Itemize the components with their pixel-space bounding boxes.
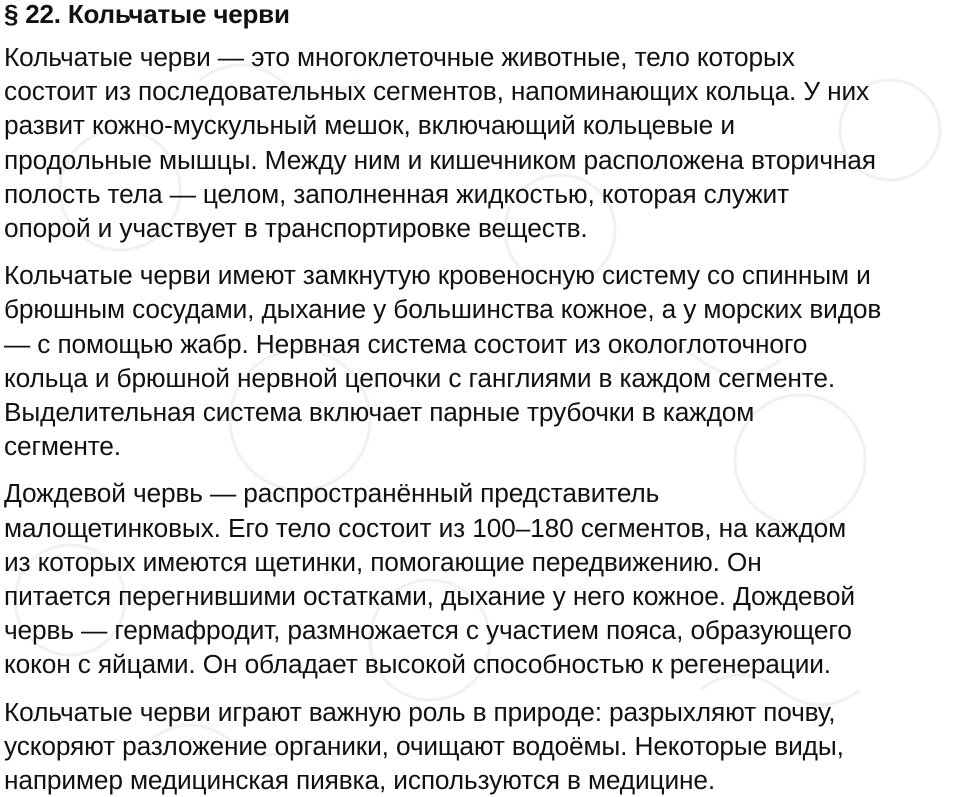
paragraph-line: продольные мышцы. Между ним и кишечником расположена вторичная	[4, 144, 876, 175]
paragraph-line: кокон с яйцами. Он обладает высокой способностью к регенерации.	[4, 649, 831, 680]
paragraph-line: брюшным сосудами, дыхание у большинства кожное, а у морских видов	[4, 294, 882, 325]
paragraph-1	[4, 40, 960, 245]
paragraph-line: из которых имеются щетинки, помогающие передвижению. Он	[4, 546, 762, 577]
paragraph-line: Кольчатые черви имеют замкнутую кровеносную систему со спинным и	[4, 260, 871, 291]
paragraph-line: Дождевой червь — распространённый представитель	[4, 478, 660, 509]
paragraph-line: ускоряют разложение органики, очищают водоёмы. Некоторые виды,	[4, 730, 844, 761]
paragraph-3	[4, 476, 960, 681]
paragraph-line: состоит из последовательных сегментов, напоминающих кольца. У них	[4, 76, 869, 107]
paragraph-line: питается перегнившими остатками, дыхание у него кожное. Дождевой	[4, 581, 855, 612]
paragraph-line: сегменте.	[4, 431, 121, 462]
paragraph-line: червь — гермафродит, размножается с участием пояса, образующего	[4, 615, 852, 646]
paragraph-line: опорой и участвует в транспортировке веществ.	[4, 213, 588, 244]
paragraph-2	[4, 258, 960, 463]
paragraph-line: — с помощью жабр. Нервная система состоит из окологлоточного	[4, 328, 808, 359]
paragraph-4	[4, 695, 960, 797]
paragraph-line: кольца и брюшной нервной цепочки с ганглиями в каждом сегменте.	[4, 362, 836, 393]
paragraph-line: полость тела — целом, заполненная жидкостью, которая служит	[4, 178, 789, 209]
section-title: § 22. Кольчатые черви	[4, 0, 290, 29]
paragraph-line: Кольчатые черви — это многоклеточные животные, тело которых	[4, 42, 795, 72]
paragraph-line: Выделительная система включает парные трубочки в каждом	[4, 397, 755, 428]
paragraph-line: развит кожно-мускульный мешок, включающий кольцевые и	[4, 110, 735, 141]
paragraph-line: Кольчатые черви играют важную роль в природе: разрыхляют почву,	[4, 696, 836, 727]
paragraph-line: например медицинская пиявка, используются в медицине.	[4, 765, 715, 796]
paragraph-line: малощетинковых. Его тело состоит из 100–180 сегментов, на каждом	[4, 512, 847, 543]
